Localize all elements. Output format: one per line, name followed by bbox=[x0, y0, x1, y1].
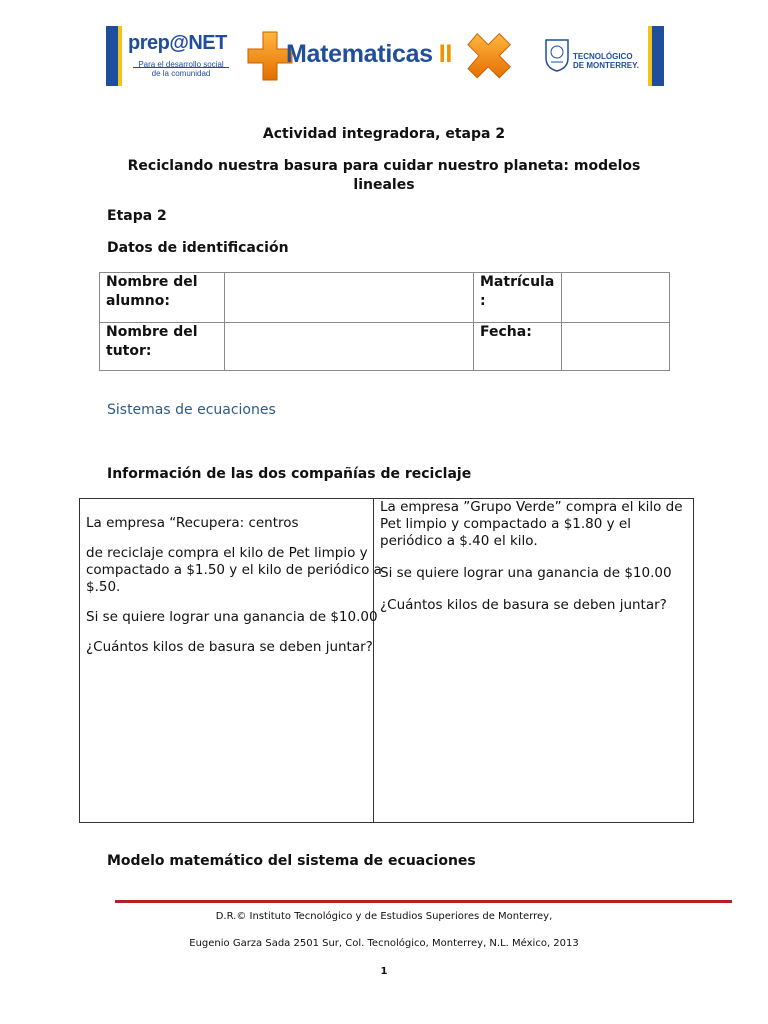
company-left-cell bbox=[86, 515, 386, 656]
model-heading: Modelo matemático del sistema de ecuaciones bbox=[107, 853, 476, 869]
student-name-label: Nombre del alumno: bbox=[100, 273, 225, 323]
company-right-cell bbox=[380, 499, 690, 614]
prepanet-tagline-1: Para el desarrollo social bbox=[138, 60, 224, 69]
identification-table bbox=[99, 272, 670, 371]
prepanet-logo-text: prep@NET bbox=[128, 32, 227, 54]
banner-right-bar bbox=[648, 26, 664, 86]
prepanet-logo bbox=[128, 30, 236, 86]
tutor-name-field[interactable] bbox=[225, 323, 474, 371]
company-left-intro: La empresa “Recupera: centros bbox=[86, 515, 299, 531]
companies-heading: Información de las dos compañías de reciclaje bbox=[107, 466, 472, 482]
matricula-label: Matrícula : bbox=[474, 273, 562, 323]
company-left-question: ¿Cuántos kilos de basura se deben juntar? bbox=[86, 639, 373, 655]
identification-heading: Datos de identificación bbox=[107, 240, 289, 256]
tutor-name-label: Nombre del tutor: bbox=[100, 323, 225, 371]
tec-name-line-1: TECNOLÓGICO bbox=[573, 52, 633, 61]
course-numeral: II bbox=[438, 40, 453, 68]
company-right-question: ¿Cuántos kilos de basura se deben juntar? bbox=[380, 597, 667, 613]
company-left-prices: de reciclaje compra el kilo de Pet limpio y compactado a $1.50 y el kilo de periódico a $.50. bbox=[86, 545, 382, 595]
date-field[interactable] bbox=[562, 323, 670, 371]
orange-cross-icon bbox=[466, 32, 516, 84]
course-name: Matematicas bbox=[286, 40, 433, 68]
tec-name bbox=[573, 52, 639, 70]
document-subtitle: Reciclando nuestra basura para cuidar nuestro planeta: modelos lineales bbox=[127, 158, 641, 193]
stage-heading: Etapa 2 bbox=[107, 208, 167, 224]
tec-logo bbox=[543, 38, 643, 78]
company-right-goal: Si se quiere lograr una ganancia de $10.00 bbox=[380, 565, 672, 581]
page-number: 1 bbox=[380, 966, 388, 977]
company-right-prices: La empresa ”Grupo Verde” compra el kilo de Pet limpio y compactado a $1.80 y el periódico a $.40 el kilo. bbox=[380, 499, 683, 549]
course-title bbox=[286, 40, 452, 69]
matricula-field[interactable] bbox=[562, 273, 670, 323]
date-label: Fecha: bbox=[474, 323, 562, 371]
tec-seal-icon bbox=[543, 38, 571, 72]
student-name-field[interactable] bbox=[225, 273, 474, 323]
footer-copyright: D.R.© Instituto Tecnológico y de Estudios Superiores de Monterrey, bbox=[215, 911, 553, 922]
prepanet-tagline-2: de la comunidad bbox=[151, 69, 211, 78]
document-title: Actividad integradora, etapa 2 bbox=[262, 126, 506, 142]
footer-address: Eugenio Garza Sada 2501 Sur, Col. Tecnológico, Monterrey, N.L. México, 2013 bbox=[189, 938, 579, 949]
footer-rule bbox=[115, 900, 732, 903]
section-heading: Sistemas de ecuaciones bbox=[107, 402, 276, 418]
company-left-goal: Si se quiere lograr una ganancia de $10.00 bbox=[86, 609, 378, 625]
tec-name-line-2: DE MONTERREY. bbox=[573, 61, 639, 70]
banner-left-bar bbox=[106, 26, 122, 86]
